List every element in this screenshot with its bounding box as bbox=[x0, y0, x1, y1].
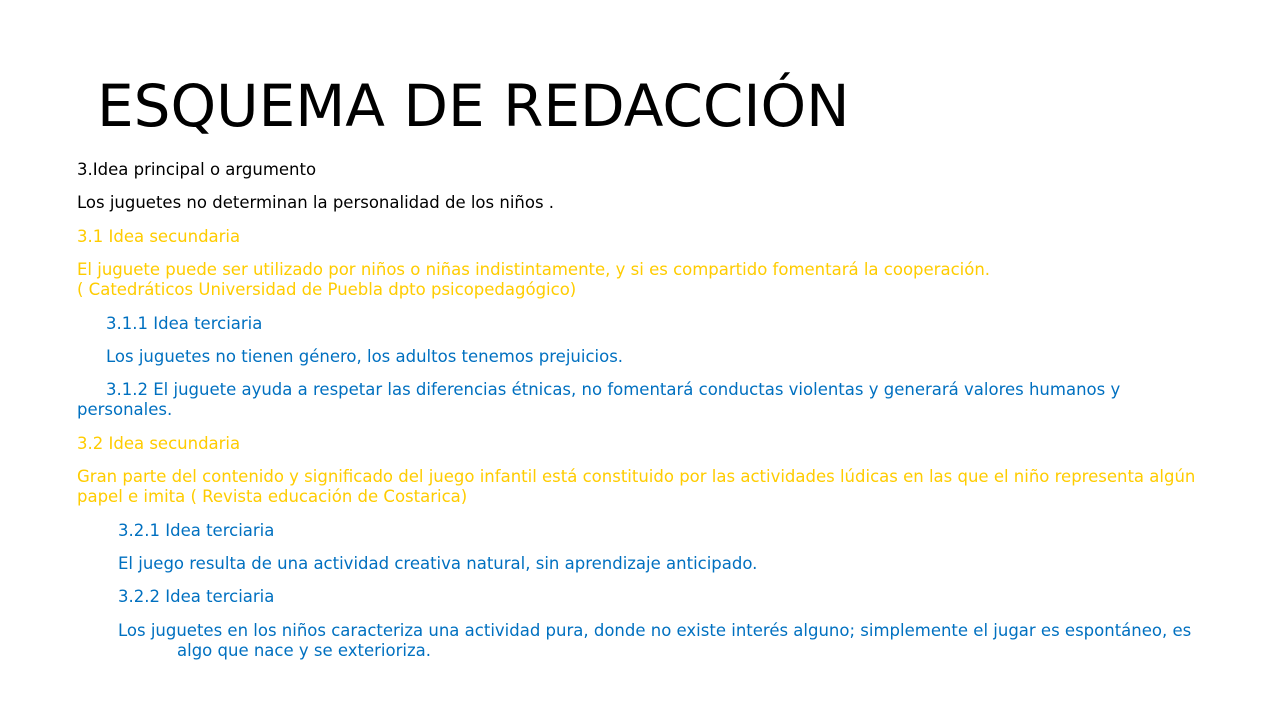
tertiary-idea-2-1-text: El juego resulta de una actividad creativa natural, sin aprendizaje anticipado. bbox=[118, 553, 758, 573]
main-idea-heading: 3.Idea principal o argumento bbox=[77, 160, 317, 179]
slide-body bbox=[77, 160, 1207, 674]
slide-title: ESQUEMA DE REDACCIÓN bbox=[97, 72, 850, 140]
main-idea-text: Los juguetes no determinan la personalidad de los niños . bbox=[77, 193, 555, 213]
tertiary-idea-1-2-text: 3.1.2 El juguete ayuda a respetar las diferencias étnicas, no fomentará conductas violentas y generará valores humanos y personales. bbox=[77, 380, 1121, 420]
tertiary-idea-1-1-text: Los juguetes no tienen género, los adultos tenemos prejuicios. bbox=[106, 346, 624, 366]
secondary-idea-1-text bbox=[77, 260, 1207, 300]
secondary-idea-2-text: Gran parte del contenido y significado del juego infantil está constituido por las actividades lúdicas en las que el niño representa algún papel e imita ( Revista educación de Costarica) bbox=[77, 467, 1196, 507]
tertiary-idea-2-2-text: Los juguetes en los niños caracteriza una actividad pura, donde no existe interés alguno; simplemente el jugar es espontáneo, es algo que nace y se exterioriza. bbox=[118, 620, 1192, 660]
tertiary-idea-1-1-heading: 3.1.1 Idea terciaria bbox=[106, 313, 263, 333]
tertiary-idea-2-1-heading: 3.2.1 Idea terciaria bbox=[118, 520, 275, 540]
secondary-idea-1-heading: 3.1 Idea secundaria bbox=[77, 226, 241, 246]
secondary-idea-1-source: ( Catedráticos Universidad de Puebla dpto psicopedagógico) bbox=[77, 280, 577, 300]
secondary-idea-2-heading: 3.2 Idea secundaria bbox=[77, 433, 241, 453]
secondary-idea-1-statement: El juguete puede ser utilizado por niños o niñas indistintamente, y si es compartido fomentará la cooperación. bbox=[77, 260, 991, 280]
tertiary-idea-2-2-heading: 3.2.2 Idea terciaria bbox=[118, 587, 275, 607]
